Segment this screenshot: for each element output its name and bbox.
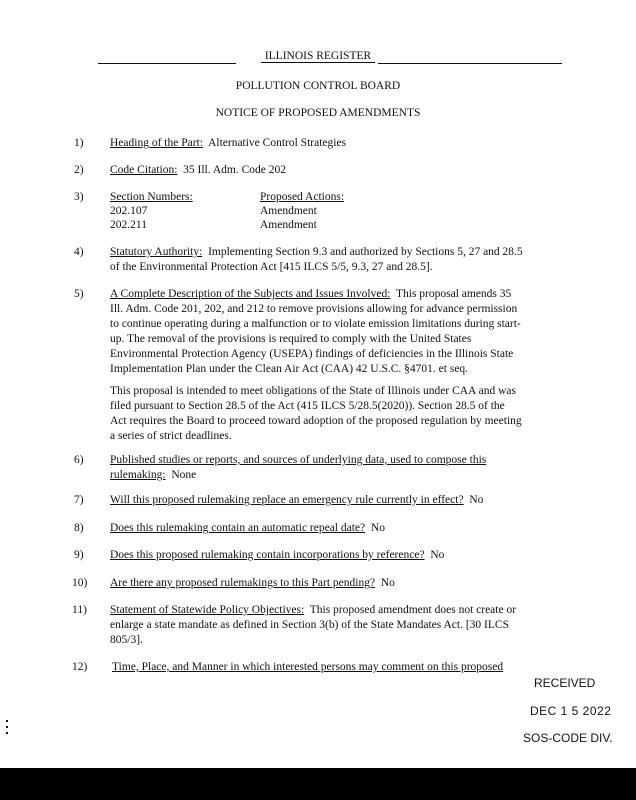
item-5-line: to continue operating during a malfunction or to violate emission limitations during start-: [110, 318, 521, 330]
scan-bottom-border: [0, 768, 636, 800]
item-8-text: No: [370, 522, 385, 534]
item-5: [110, 287, 565, 377]
item-1: [110, 136, 565, 151]
item-5-line: up. The removal of the provisions is required to comply with the United States: [110, 333, 472, 345]
item-9: [110, 548, 565, 563]
item-2-text: 35 Ill. Adm. Code 202: [183, 164, 287, 176]
item-7-number: 7): [74, 494, 84, 506]
section-number: 202.107: [110, 205, 148, 217]
item-7-text: No: [469, 494, 484, 506]
item-9-label: Does this proposed rulemaking contain incorporations by reference?: [110, 549, 425, 561]
notice-title: NOTICE OF PROPOSED AMENDMENTS: [215, 107, 421, 119]
item-3-number: 3): [74, 191, 84, 203]
proposed-action: Amendment: [260, 219, 317, 231]
item-11-label: Statement of Statewide Policy Objectives:: [110, 604, 305, 616]
item-7: [110, 493, 565, 508]
item-1-text: Alternative Control Strategies: [208, 137, 347, 149]
item-4-number: 4): [74, 246, 84, 258]
item-5-label: A Complete Description of the Subjects and Issues Involved:: [110, 288, 391, 300]
item-4: [110, 245, 565, 275]
item-4-text-cont: of the Environmental Protection Act [415 ILCS 5/5, 9.3, 27 and 28.5].: [110, 261, 433, 273]
item-11: [110, 603, 565, 648]
item-4-label: Statutory Authority:: [110, 246, 203, 258]
item-12: [112, 660, 567, 675]
section-number: 202.211: [110, 219, 147, 231]
stamp-received: RECEIVED: [534, 676, 596, 690]
item-11-text: This proposed amendment does not create or: [309, 604, 517, 616]
item-2: [110, 163, 565, 178]
stamp-date: DEC 1 5 2022: [530, 704, 612, 718]
header-rule-right: [378, 63, 562, 64]
item-6-label: Published studies or reports, and sources of underlying data, used to compose this: [110, 454, 487, 466]
item-10-number: 10): [72, 577, 88, 589]
item-4-text: Implementing Section 9.3 and authorized by Sections 5, 27 and 28.5: [208, 246, 523, 258]
item-6-number: 6): [74, 454, 84, 466]
item-5-line: Implementation Plan under the Clean Air Act (CAA) 42 U.S.C. §4701. et seq.: [110, 363, 469, 375]
item-12-number: 12): [72, 661, 88, 673]
item-10: [110, 576, 565, 591]
item-11-text-cont: 805/3].: [110, 634, 143, 646]
item-10-text: No: [380, 577, 395, 589]
item-6-text: None: [171, 469, 197, 481]
item-8-label: Does this rulemaking contain an automatic repeal date?: [110, 522, 366, 534]
item-11-text-cont: enlarge a state mandate as defined in Section 3(b) of the State Mandates Act. [30 ILCS: [110, 619, 509, 631]
stamp-division: SOS-CODE DIV.: [523, 731, 613, 745]
item-5-paragraph-2: [110, 384, 565, 444]
item-5-line: Act requires the Board to proceed toward adoption of the proposed regulation by meeting: [110, 415, 522, 427]
item-5-line: This proposal is intended to meet obligations of the State of Illinois under CAA and was: [110, 385, 516, 397]
item-9-text: No: [430, 549, 445, 561]
item-6: [110, 453, 565, 483]
proposed-actions-header: Proposed Actions:: [260, 191, 345, 203]
section-numbers-header: Section Numbers:: [110, 191, 193, 203]
item-2-label: Code Citation:: [110, 164, 178, 176]
item-8-number: 8): [74, 522, 84, 534]
item-9-number: 9): [74, 549, 84, 561]
item-7-label: Will this proposed rulemaking replace an emergency rule currently in effect?: [110, 494, 464, 506]
scan-mark: [6, 720, 8, 722]
item-10-label: Are there any proposed rulemakings to this Part pending?: [110, 577, 376, 589]
scan-mark: [6, 726, 8, 728]
item-5-line: filed pursuant to Section 28.5 of the Act (415 ILCS 5/28.5(2020)). Section 28.5 of the: [110, 400, 505, 412]
scan-mark: [6, 732, 8, 734]
proposed-action: Amendment: [260, 205, 317, 217]
item-11-number: 11): [72, 604, 87, 616]
item-1-number: 1): [74, 137, 84, 149]
item-8: [110, 521, 565, 536]
item-2-number: 2): [74, 164, 84, 176]
item-5-number: 5): [74, 288, 84, 300]
item-3: [110, 190, 565, 235]
item-6-label-cont: rulemaking:: [110, 469, 166, 481]
item-12-label: Time, Place, and Manner in which interested persons may comment on this proposed: [112, 661, 504, 673]
item-5-line: a series of strict deadlines.: [110, 430, 232, 442]
item-5-line: Environmental Protection Agency (USEPA) findings of deficiencies in the Illinois State: [110, 348, 514, 360]
register-title: ILLINOIS REGISTER: [0, 49, 636, 64]
item-5-line: Ill. Adm. Code 201, 202, and 212 to remove provisions allowing for advance permission: [110, 303, 518, 315]
item-5-line: This proposal amends 35: [395, 288, 512, 300]
item-1-label: Heading of the Part:: [110, 137, 203, 149]
board-title: POLLUTION CONTROL BOARD: [235, 80, 401, 92]
